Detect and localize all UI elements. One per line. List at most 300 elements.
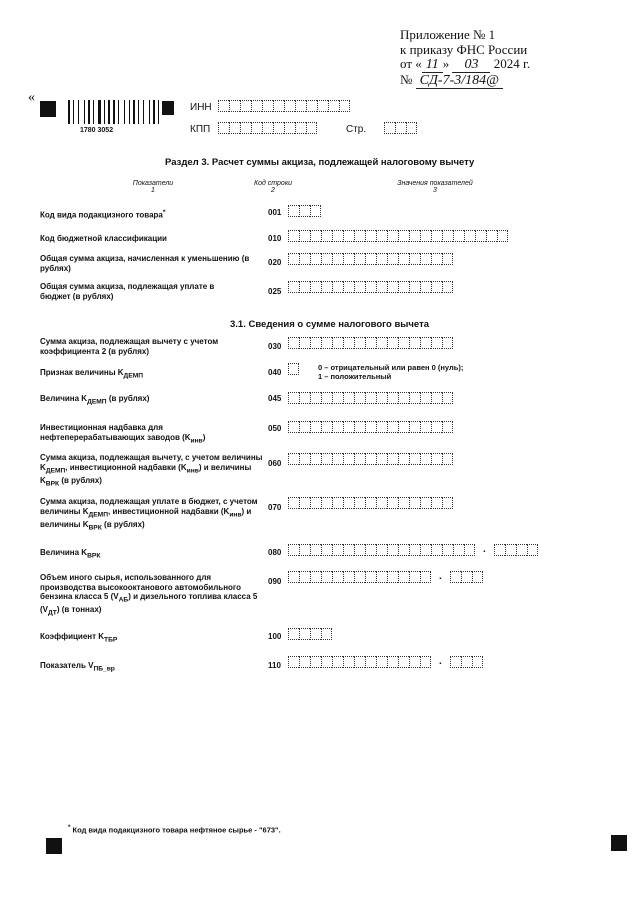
input-cell[interactable] (387, 571, 398, 583)
row-100-field[interactable] (288, 628, 332, 640)
input-cell[interactable] (288, 497, 299, 509)
input-cell[interactable] (475, 230, 486, 242)
row-110-text: Показатель V (40, 661, 94, 670)
input-cell[interactable] (461, 656, 472, 668)
input-cell[interactable] (288, 205, 299, 217)
input-cell[interactable] (229, 122, 240, 134)
row-040-field[interactable] (288, 363, 299, 375)
input-cell[interactable] (409, 571, 420, 583)
kpp-field[interactable] (218, 122, 317, 134)
input-cell[interactable] (472, 656, 483, 668)
input-cell[interactable] (384, 122, 395, 134)
input-cell[interactable] (299, 281, 310, 293)
input-cell[interactable] (310, 230, 321, 242)
input-cell[interactable] (365, 281, 376, 293)
input-cell[interactable] (295, 100, 306, 112)
input-cell[interactable] (486, 230, 497, 242)
row-100-code: 100 (268, 632, 282, 641)
input-cell[interactable] (406, 122, 417, 134)
input-cell[interactable] (431, 453, 442, 465)
input-cell[interactable] (284, 100, 295, 112)
input-cell[interactable] (354, 421, 365, 433)
input-cell[interactable] (376, 497, 387, 509)
barcode-stripe (108, 100, 110, 124)
input-cell[interactable] (343, 453, 354, 465)
input-cell[interactable] (494, 544, 505, 556)
input-cell[interactable] (365, 497, 376, 509)
barcode (68, 100, 163, 124)
row-045-suffix: (в рублях) (106, 394, 150, 403)
input-cell[interactable] (516, 544, 527, 556)
input-cell[interactable] (442, 392, 453, 404)
row-070-text: Сумма акциза, подлежащая уплате в бюджет, с учетом величины K (40, 497, 258, 516)
row-070-sub: ДЕМП (88, 511, 109, 519)
barcode-stripe (118, 100, 119, 124)
row-045-text: Величина K (40, 394, 88, 403)
input-cell[interactable] (299, 421, 310, 433)
input-cell[interactable] (218, 122, 229, 134)
input-cell[interactable] (343, 230, 354, 242)
input-cell[interactable] (365, 392, 376, 404)
row-090-frac-field[interactable] (450, 571, 483, 583)
input-cell[interactable] (431, 497, 442, 509)
input-cell[interactable] (431, 337, 442, 349)
input-cell[interactable] (310, 337, 321, 349)
barcode-stripe (129, 100, 130, 124)
input-cell[interactable] (288, 230, 299, 242)
barcode-stripe (131, 100, 132, 124)
input-cell[interactable] (398, 281, 409, 293)
input-cell[interactable] (461, 571, 472, 583)
date-month: 03 (452, 57, 490, 73)
barcode-stripe (120, 100, 123, 124)
input-cell[interactable] (398, 392, 409, 404)
input-cell[interactable] (332, 253, 343, 265)
input-cell[interactable] (442, 421, 453, 433)
input-cell[interactable] (431, 281, 442, 293)
input-cell[interactable] (387, 230, 398, 242)
input-cell[interactable] (310, 253, 321, 265)
input-cell[interactable] (453, 230, 464, 242)
input-cell[interactable] (376, 421, 387, 433)
input-cell[interactable] (273, 122, 284, 134)
input-cell[interactable] (409, 497, 420, 509)
input-cell[interactable] (332, 571, 343, 583)
order-header (400, 28, 530, 88)
header-line2: к приказу ФНС России (400, 41, 528, 57)
input-cell[interactable] (310, 656, 321, 668)
input-cell[interactable] (343, 337, 354, 349)
input-cell[interactable] (299, 656, 310, 668)
input-cell[interactable] (442, 253, 453, 265)
input-cell[interactable] (332, 656, 343, 668)
row-020-field[interactable] (288, 253, 453, 265)
barcode-stripe (140, 100, 142, 124)
input-cell[interactable] (310, 392, 321, 404)
row-020-label: Общая сумма акциза, начисленная к уменьшению (в рублях) (40, 254, 250, 273)
input-cell[interactable] (321, 497, 332, 509)
input-cell[interactable] (472, 571, 483, 583)
barcode-stripe (84, 100, 85, 124)
input-cell[interactable] (310, 628, 321, 640)
input-cell[interactable] (376, 656, 387, 668)
input-cell[interactable] (420, 453, 431, 465)
kpp-label: КПП (190, 124, 211, 135)
input-cell[interactable] (376, 281, 387, 293)
input-cell[interactable] (376, 337, 387, 349)
input-cell[interactable] (288, 363, 299, 375)
input-cell[interactable] (240, 100, 251, 112)
input-cell[interactable] (398, 253, 409, 265)
input-cell[interactable] (376, 392, 387, 404)
barcode-stripe (149, 100, 150, 124)
input-cell[interactable] (288, 628, 299, 640)
input-cell[interactable] (376, 453, 387, 465)
row-025-field[interactable] (288, 281, 453, 293)
input-cell[interactable] (321, 421, 332, 433)
input-cell[interactable] (376, 544, 387, 556)
input-cell[interactable] (343, 281, 354, 293)
input-cell[interactable] (398, 571, 409, 583)
row-050-field[interactable] (288, 421, 453, 433)
col-values-label: Значения показателей (397, 180, 473, 187)
input-cell[interactable] (321, 253, 332, 265)
input-cell[interactable] (409, 281, 420, 293)
input-cell[interactable] (420, 253, 431, 265)
input-cell[interactable] (365, 253, 376, 265)
col-indicators-label: Показатели (132, 180, 174, 187)
input-cell[interactable] (288, 571, 299, 583)
row-060-sub2: инв (186, 467, 199, 475)
row-080-label (40, 548, 260, 561)
row-050-suffix: ) (202, 432, 206, 442)
input-cell[interactable] (420, 497, 431, 509)
input-cell[interactable] (376, 253, 387, 265)
input-cell[interactable] (288, 453, 299, 465)
input-cell[interactable] (365, 453, 376, 465)
input-cell[interactable] (450, 571, 461, 583)
input-cell[interactable] (310, 421, 321, 433)
input-cell[interactable] (354, 453, 365, 465)
input-cell[interactable] (317, 100, 328, 112)
input-cell[interactable] (321, 656, 332, 668)
input-cell[interactable] (288, 281, 299, 293)
row-100-sub: ТБР (104, 636, 118, 644)
row-060-suffix2: ) и величины K (40, 462, 252, 485)
input-cell[interactable] (376, 571, 387, 583)
input-cell[interactable] (505, 544, 516, 556)
row-090-text: Объем иного сырья, использованного для производства высокооктанового автомобильного бензина класса 5 (V (40, 573, 242, 601)
barcode-stripe (75, 100, 77, 124)
input-cell[interactable] (420, 281, 431, 293)
input-cell[interactable] (376, 230, 387, 242)
input-cell[interactable] (354, 230, 365, 242)
input-cell[interactable] (288, 392, 299, 404)
row-010-field[interactable] (288, 230, 508, 242)
input-cell[interactable] (299, 544, 310, 556)
input-cell[interactable] (387, 337, 398, 349)
barcode-stripe (91, 100, 92, 124)
input-cell[interactable] (442, 281, 453, 293)
input-cell[interactable] (398, 337, 409, 349)
input-cell[interactable] (431, 230, 442, 242)
input-cell[interactable] (354, 571, 365, 583)
input-cell[interactable] (409, 253, 420, 265)
row-110-int-field[interactable] (288, 656, 431, 668)
input-cell[interactable] (240, 122, 251, 134)
input-cell[interactable] (299, 497, 310, 509)
input-cell[interactable] (442, 453, 453, 465)
input-cell[interactable] (288, 544, 299, 556)
input-cell[interactable] (387, 497, 398, 509)
input-cell[interactable] (262, 100, 273, 112)
row-040-text: Признак величины K (40, 368, 124, 377)
barcode-stripe (68, 100, 70, 124)
input-cell[interactable] (343, 392, 354, 404)
input-cell[interactable] (365, 571, 376, 583)
input-cell[interactable] (387, 421, 398, 433)
input-cell[interactable] (218, 100, 229, 112)
row-090-label (40, 573, 265, 618)
input-cell[interactable] (343, 253, 354, 265)
input-cell[interactable] (409, 230, 420, 242)
row-060-field[interactable] (288, 453, 453, 465)
row-090-code: 090 (268, 577, 282, 586)
input-cell[interactable] (251, 100, 262, 112)
input-cell[interactable] (251, 122, 262, 134)
barcode-stripe (160, 100, 162, 124)
input-cell[interactable] (299, 392, 310, 404)
row-080-text: Величина K (40, 548, 88, 557)
input-cell[interactable] (299, 205, 310, 217)
input-cell[interactable] (310, 205, 321, 217)
input-cell[interactable] (310, 571, 321, 583)
barcode-stripe (98, 100, 101, 124)
input-cell[interactable] (387, 544, 398, 556)
input-cell[interactable] (306, 122, 317, 134)
row-060-sub3: ВРК (45, 480, 60, 488)
row-100-text: Коэффициент K (40, 632, 105, 641)
input-cell[interactable] (288, 656, 299, 668)
input-cell[interactable] (354, 337, 365, 349)
input-cell[interactable] (409, 337, 420, 349)
input-cell[interactable] (332, 497, 343, 509)
input-cell[interactable] (442, 497, 453, 509)
input-cell[interactable] (299, 453, 310, 465)
row-045-field[interactable] (288, 392, 453, 404)
barcode-stripe (156, 100, 157, 124)
input-cell[interactable] (398, 453, 409, 465)
row-030-field[interactable] (288, 337, 453, 349)
input-cell[interactable] (332, 392, 343, 404)
input-cell[interactable] (398, 421, 409, 433)
input-cell[interactable] (442, 544, 453, 556)
row-040-label (40, 368, 260, 381)
header-date (400, 57, 530, 73)
row-080-frac-field[interactable] (494, 544, 538, 556)
row-110-sub: ПБ_вр (93, 665, 115, 673)
row-110-decimal: . (439, 656, 442, 667)
section-title: Раздел 3. Расчет суммы акциза, подлежащей налоговому вычету (165, 157, 475, 168)
input-cell[interactable] (409, 421, 420, 433)
row-090-suffix: ) и дизельного топлива класса 5 (V (40, 592, 258, 615)
input-cell[interactable] (420, 392, 431, 404)
col-values-num: 3 (433, 187, 437, 194)
input-cell[interactable] (409, 656, 420, 668)
input-cell[interactable] (354, 497, 365, 509)
row-090-sub: АБ (118, 596, 129, 604)
barcode-stripe (143, 100, 144, 124)
input-cell[interactable] (288, 421, 299, 433)
input-cell[interactable] (262, 122, 273, 134)
input-cell[interactable] (398, 656, 409, 668)
input-cell[interactable] (321, 571, 332, 583)
input-cell[interactable] (343, 571, 354, 583)
input-cell[interactable] (420, 544, 431, 556)
input-cell[interactable] (321, 230, 332, 242)
input-cell[interactable] (365, 230, 376, 242)
row-090-int-field[interactable] (288, 571, 431, 583)
row-050-sub: инв (190, 437, 203, 445)
input-cell[interactable] (420, 421, 431, 433)
input-cell[interactable] (365, 421, 376, 433)
input-cell[interactable] (310, 453, 321, 465)
row-040-code: 040 (268, 368, 282, 377)
input-cell[interactable] (497, 230, 508, 242)
input-cell[interactable] (387, 656, 398, 668)
input-cell[interactable] (310, 497, 321, 509)
input-cell[interactable] (288, 253, 299, 265)
row-050-text: Инвестиционная надбавка для нефтеперерабатывающих заводов (K (40, 423, 191, 442)
row-110-frac-field[interactable] (450, 656, 483, 668)
quote-mark: « (28, 90, 35, 105)
input-cell[interactable] (354, 253, 365, 265)
input-cell[interactable] (398, 544, 409, 556)
input-cell[interactable] (332, 453, 343, 465)
input-cell[interactable] (321, 337, 332, 349)
input-cell[interactable] (310, 544, 321, 556)
input-cell[interactable] (321, 392, 332, 404)
input-cell[interactable] (387, 253, 398, 265)
input-cell[interactable] (365, 544, 376, 556)
inn-field[interactable] (218, 100, 350, 112)
input-cell[interactable] (306, 100, 317, 112)
barcode-stripe (136, 100, 137, 124)
input-cell[interactable] (284, 122, 295, 134)
input-cell[interactable] (398, 497, 409, 509)
input-cell[interactable] (354, 544, 365, 556)
input-cell[interactable] (395, 122, 406, 134)
input-cell[interactable] (365, 656, 376, 668)
input-cell[interactable] (431, 421, 442, 433)
input-cell[interactable] (354, 392, 365, 404)
input-cell[interactable] (332, 281, 343, 293)
input-cell[interactable] (409, 453, 420, 465)
barcode-stripe (116, 100, 117, 124)
input-cell[interactable] (321, 544, 332, 556)
input-cell[interactable] (321, 628, 332, 640)
input-cell[interactable] (420, 337, 431, 349)
row-025-label: Общая сумма акциза, подлежащая уплате в бюджет (в рублях) (40, 282, 215, 301)
input-cell[interactable] (273, 100, 284, 112)
input-cell[interactable] (464, 544, 475, 556)
input-cell[interactable] (310, 281, 321, 293)
input-cell[interactable] (450, 656, 461, 668)
input-cell[interactable] (442, 230, 453, 242)
input-cell[interactable] (328, 100, 339, 112)
input-cell[interactable] (420, 230, 431, 242)
barcode-stripe (93, 100, 94, 124)
input-cell[interactable] (299, 337, 310, 349)
input-cell[interactable] (332, 421, 343, 433)
row-060-text: Сумма акциза, подлежащая вычету, с учетом величины K (40, 453, 263, 472)
input-cell[interactable] (387, 453, 398, 465)
input-cell[interactable] (229, 100, 240, 112)
page-field[interactable] (384, 122, 417, 134)
input-cell[interactable] (431, 392, 442, 404)
input-cell[interactable] (442, 337, 453, 349)
input-cell[interactable] (420, 656, 431, 668)
input-cell[interactable] (453, 544, 464, 556)
row-070-label (40, 497, 265, 533)
input-cell[interactable] (527, 544, 538, 556)
row-025-code: 025 (268, 287, 282, 296)
input-cell[interactable] (332, 230, 343, 242)
input-cell[interactable] (332, 337, 343, 349)
input-cell[interactable] (387, 281, 398, 293)
barcode-stripe (124, 100, 125, 124)
input-cell[interactable] (339, 100, 350, 112)
input-cell[interactable] (365, 337, 376, 349)
row-030-code: 030 (268, 342, 282, 351)
row-060-label (40, 453, 265, 489)
date-year: 2024 г. (493, 56, 531, 71)
row-080-int-field[interactable] (288, 544, 475, 556)
input-cell[interactable] (299, 230, 310, 242)
row-030-label: Сумма акциза, подлежащая вычету с учетом коэффициента 2 (в рублях) (40, 337, 219, 356)
input-cell[interactable] (409, 392, 420, 404)
input-cell[interactable] (299, 628, 310, 640)
row-010-label: Код бюджетной классификации (40, 234, 167, 243)
input-cell[interactable] (354, 656, 365, 668)
input-cell[interactable] (431, 253, 442, 265)
input-cell[interactable] (420, 571, 431, 583)
input-cell[interactable] (321, 453, 332, 465)
input-cell[interactable] (295, 122, 306, 134)
row-070-code: 070 (268, 503, 282, 512)
row-001-field[interactable] (288, 205, 321, 217)
row-040-note1: 0 – отрицательный или равен 0 (нуль); (318, 363, 464, 372)
input-cell[interactable] (387, 392, 398, 404)
input-cell[interactable] (431, 544, 442, 556)
input-cell[interactable] (321, 281, 332, 293)
row-070-field[interactable] (288, 497, 453, 509)
input-cell[interactable] (288, 337, 299, 349)
input-cell[interactable] (464, 230, 475, 242)
input-cell[interactable] (343, 656, 354, 668)
input-cell[interactable] (398, 230, 409, 242)
input-cell[interactable] (409, 544, 420, 556)
input-cell[interactable] (343, 497, 354, 509)
input-cell[interactable] (343, 421, 354, 433)
input-cell[interactable] (354, 281, 365, 293)
input-cell[interactable] (299, 253, 310, 265)
input-cell[interactable] (343, 544, 354, 556)
input-cell[interactable] (299, 571, 310, 583)
col-code-num: 2 (271, 187, 275, 194)
row-045-sub: ДЕМП (87, 398, 107, 406)
input-cell[interactable] (332, 544, 343, 556)
